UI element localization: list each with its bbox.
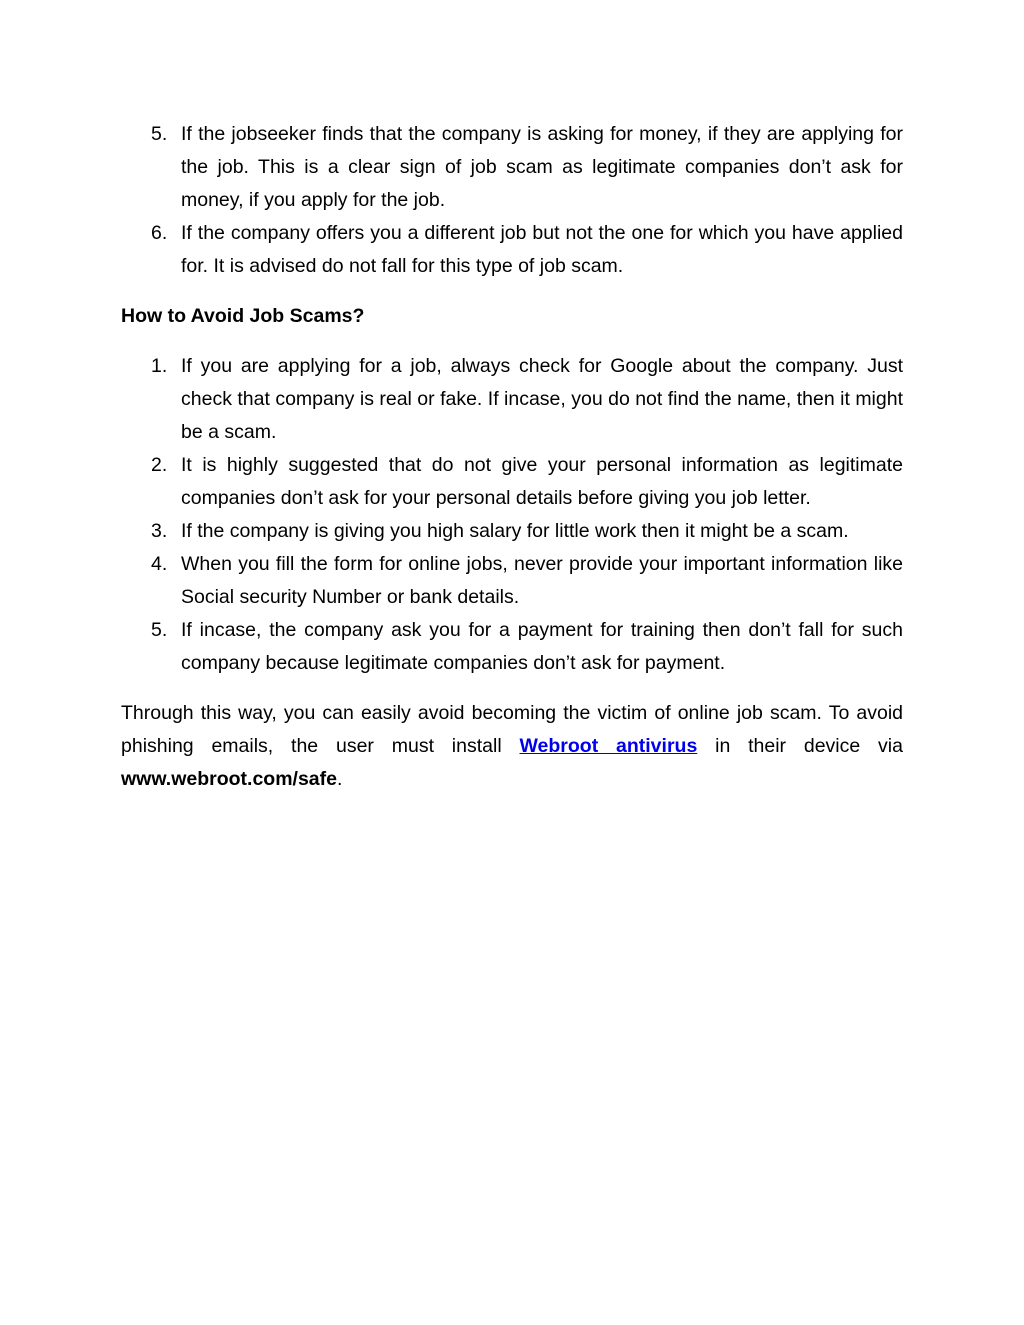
list-number: 1. — [151, 355, 168, 377]
list-item-text: If the company offers you a different job but not the one for which you have applied for. It is advised do not fall for this type of job scam. — [181, 222, 903, 277]
webroot-antivirus-link[interactable]: Webroot antivirus — [519, 735, 698, 757]
list-item-text: If the jobseeker finds that the company is asking for money, if they are applying for the job. This is a clear sign of job scam as legitimate companies don’t ask for money, if you apply for the job. — [181, 123, 903, 211]
list-number: 6. — [151, 222, 168, 244]
list-item — [121, 350, 903, 449]
closing-text-before: Through this way, you can easily avoid becoming the victim of online job scam. To avoid phishing emails, the user must install — [121, 702, 903, 757]
avoid-scams-list — [121, 350, 903, 680]
list-item-text: If you are applying for a job, always check for Google about the company. Just check that company is real or fake. If incase, you do not find the name, then it might be a scam. — [181, 355, 903, 443]
document-page — [121, 118, 903, 816]
list-item-text: It is highly suggested that do not give your personal information as legitimate companies don’t ask for your personal details before giving you job letter. — [181, 454, 903, 509]
list-item — [121, 515, 903, 548]
list-number: 5. — [151, 123, 168, 145]
list-item-text: If the company is giving you high salary for little work then it might be a scam. — [181, 520, 849, 542]
list-number: 2. — [151, 454, 168, 476]
closing-paragraph — [121, 697, 903, 796]
section-heading: How to Avoid Job Scams? — [121, 305, 365, 327]
closing-text-after: . — [337, 768, 343, 790]
list-item — [121, 614, 903, 680]
list-item — [121, 217, 903, 283]
list-item-text: When you fill the form for online jobs, never provide your important information like Social security Number or bank details. — [181, 553, 903, 608]
list-item — [121, 449, 903, 515]
list-number: 5. — [151, 619, 168, 641]
scam-signs-list — [121, 118, 903, 283]
list-number: 3. — [151, 520, 168, 542]
list-item — [121, 118, 903, 217]
list-item-text: If incase, the company ask you for a payment for training then don’t fall for such company because legitimate companies don’t ask for payment. — [181, 619, 903, 674]
webroot-url-text: www.webroot.com/safe — [121, 768, 337, 790]
list-number: 4. — [151, 553, 168, 575]
list-item — [121, 548, 903, 614]
closing-text-middle: in their device via — [697, 735, 903, 757]
